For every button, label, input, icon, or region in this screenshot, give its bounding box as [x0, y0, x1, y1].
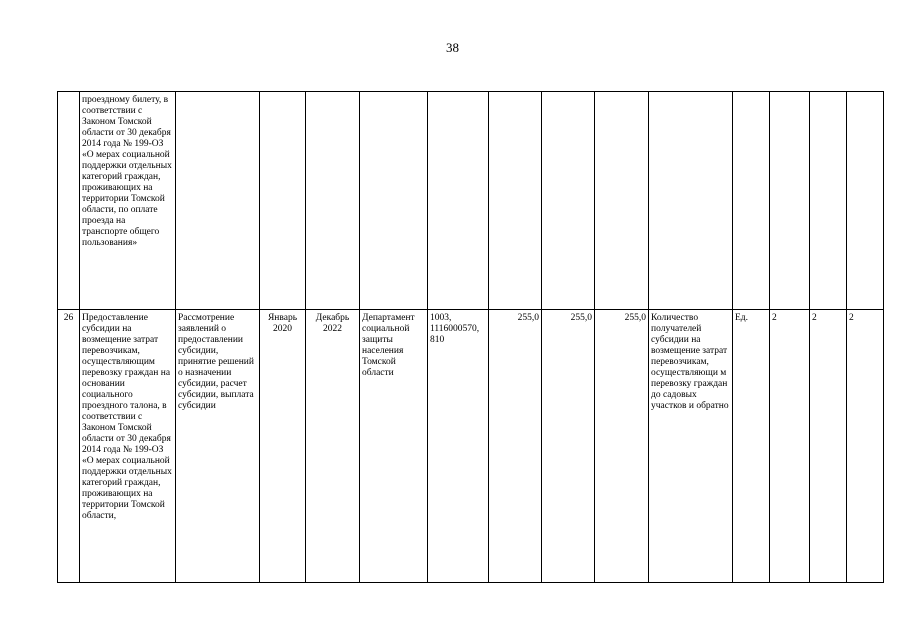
- start-date: [260, 92, 306, 310]
- indicator-unit: Ед.: [733, 310, 770, 583]
- event-name: Предоставление субсидии на возмещение затрат перевозчикам, осуществляющим перевозку граждан на основании социального проездного талона, в соответствии с Законом Томской области от 30 декабря 2014 года № 199-ОЗ «О мерах социальной поддержки отдельных категорий граждан, проживающих на территории Томской области,: [80, 310, 176, 583]
- event-content: [176, 92, 260, 310]
- row-number: 26: [58, 310, 80, 583]
- row-number: [58, 92, 80, 310]
- amount-year-3: 255,0: [595, 310, 649, 583]
- budget-code: 1003, 1116000570, 810: [428, 310, 489, 583]
- executor: Департамент социальной защиты населения Томской области: [360, 310, 428, 583]
- end-date: [306, 92, 360, 310]
- amount-year-1: [489, 92, 542, 310]
- event-content: Рассмотрение заявлений о предоставлении субсидии, принятие решений о назначении субсидии, расчет субсидии, выплата субсидии: [176, 310, 260, 583]
- indicator-year-2: 2: [810, 310, 847, 583]
- executor: [360, 92, 428, 310]
- program-table: [57, 91, 884, 583]
- budget-code: [428, 92, 489, 310]
- event-name: проездному билету, в соответствии с Законом Томской области от 30 декабря 2014 года № 199-ОЗ «О мерах социальной поддержки отдельных категорий граждан, проживающих на территории Томской области, по оплате проезда на транспорте общего пользования»: [80, 92, 176, 310]
- indicator-year-1: [770, 92, 810, 310]
- amount-year-1: 255,0: [489, 310, 542, 583]
- amount-year-2: [542, 92, 595, 310]
- table-row: [58, 92, 884, 310]
- amount-year-3: [595, 92, 649, 310]
- indicator-year-3: [847, 92, 884, 310]
- indicator-year-2: [810, 92, 847, 310]
- indicator-name: Количество получателей субсидии на возмещение затрат перевозчикам, осуществляющи м перевозку граждан до садовых участков и обратно: [649, 310, 733, 583]
- indicator-unit: [733, 92, 770, 310]
- end-date: Декабрь 2022: [306, 310, 360, 583]
- indicator-year-3: 2: [847, 310, 884, 583]
- page-number: 38: [446, 40, 459, 55]
- indicator-name: [649, 92, 733, 310]
- table-row: [58, 310, 884, 583]
- indicator-year-1: 2: [770, 310, 810, 583]
- start-date: Январь 2020: [260, 310, 306, 583]
- amount-year-2: 255,0: [542, 310, 595, 583]
